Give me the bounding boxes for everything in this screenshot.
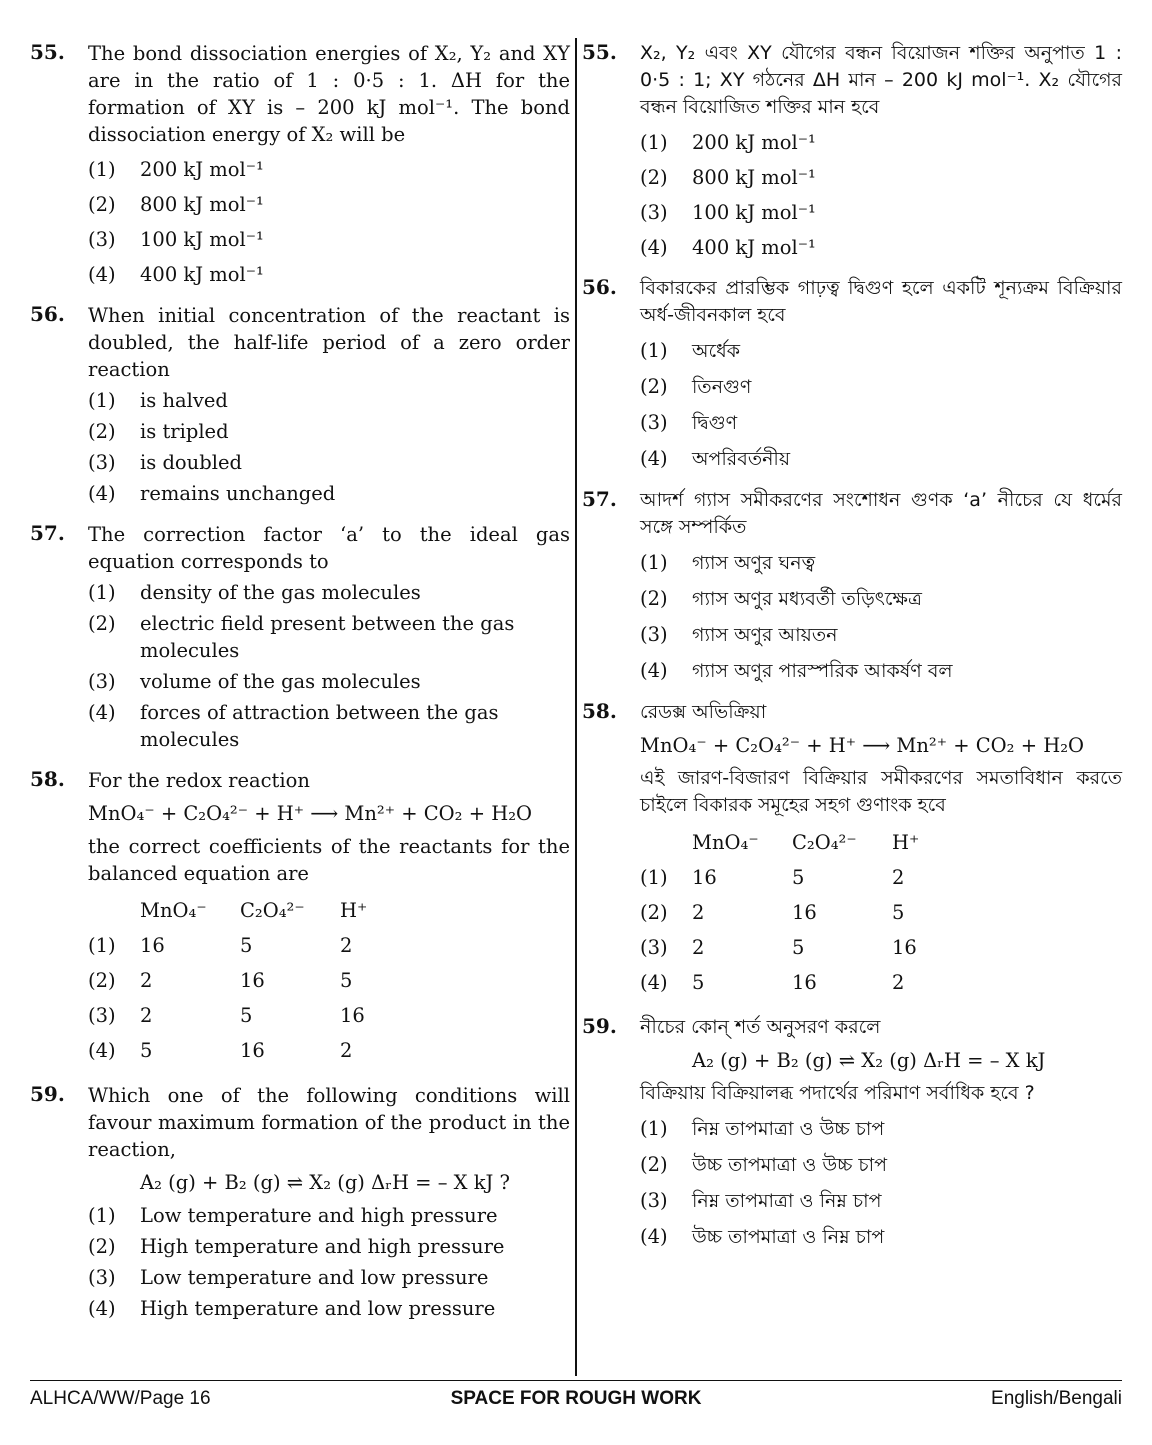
question-56 bbox=[30, 302, 570, 507]
equilibrium-equation: A₂ (g) + B₂ (g) ⇌ X₂ (g) ΔᵣH = – X kJ bbox=[692, 1049, 1046, 1072]
question-number: 59. bbox=[30, 1082, 65, 1106]
option: (3) Low temperature and low pressure bbox=[88, 1266, 489, 1289]
question-58 bbox=[30, 767, 570, 1068]
footer-rule bbox=[30, 1380, 1122, 1381]
question-number: 57. bbox=[582, 487, 617, 511]
table-row: (3) 2 5 16 bbox=[640, 936, 917, 959]
option: (1) 200 kJ mol⁻¹ bbox=[88, 158, 264, 181]
option: (3) volume of the gas molecules bbox=[88, 670, 421, 693]
option: (2) উচ্চ তাপমাত্রা ও উচ্চ চাপ bbox=[640, 1153, 888, 1176]
option: (4) High temperature and low pressure bbox=[88, 1297, 496, 1320]
option: (1) অর্ধেক bbox=[640, 339, 741, 362]
option: (4) forces of attraction between the gas molecules bbox=[88, 701, 499, 751]
option: (4) গ্যাস অণুর পারস্পরিক আকর্ষণ বল bbox=[640, 659, 953, 682]
table-header: MnO₄⁻ C₂O₄²⁻ H⁺ bbox=[692, 831, 920, 854]
question-57 bbox=[582, 487, 1122, 685]
option: (2) is tripled bbox=[88, 420, 229, 443]
rough-work-label: SPACE FOR ROUGH WORK bbox=[450, 1388, 702, 1409]
question-59 bbox=[30, 1082, 570, 1322]
question-text: The bond dissociation energies of X₂, Y₂ and XY are in the ratio of 1 : 0·5 : 1. ΔH for the formation of XY is – 200 kJ mol⁻¹. The bond dissociation energy of X₂ will be bbox=[88, 42, 570, 146]
question-58 bbox=[582, 699, 1122, 1000]
question-text: রেডক্স অভিক্রিয়া bbox=[640, 701, 767, 723]
question-number: 58. bbox=[582, 699, 617, 723]
option: (3) নিম্ন তাপমাত্রা ও নিম্ন চাপ bbox=[640, 1189, 882, 1212]
table-row: (3) 2 5 16 bbox=[88, 1004, 365, 1027]
question-text: আদর্শ গ্যাস সমীকরণের সংশোধন গুণক ‘a’ নীচের যে ধর্মের সঙ্গে সম্পর্কিত bbox=[640, 489, 1122, 538]
option: (2) তিনগুণ bbox=[640, 375, 752, 398]
option: (3) 100 kJ mol⁻¹ bbox=[88, 228, 264, 251]
question-number: 58. bbox=[30, 767, 65, 791]
option: (2) electric field present between the gas molecules bbox=[88, 612, 515, 662]
question-56 bbox=[582, 275, 1122, 473]
redox-equation: MnO₄⁻ + C₂O₄²⁻ + H⁺ ⟶ Mn²⁺ + CO₂ + H₂O bbox=[88, 802, 533, 825]
question-text-2: the correct coefficients of the reactants for the balanced equation are bbox=[88, 835, 570, 885]
question-number: 57. bbox=[30, 521, 65, 545]
question-number: 55. bbox=[582, 40, 617, 64]
question-55 bbox=[30, 40, 570, 288]
question-text-2: এই জারণ-বিজারণ বিক্রিয়ার সমীকরণের সমতাবিধান করতে চাইলে বিকারক সমূহের সহগ গুণাংক হবে bbox=[640, 767, 1122, 816]
question-number: 55. bbox=[30, 40, 65, 64]
bengali-column bbox=[582, 40, 1122, 1265]
language-label: English/Bengali bbox=[991, 1388, 1122, 1409]
question-text: The correction factor ‘a’ to the ideal gas equation corresponds to bbox=[88, 523, 570, 573]
option: (2) 800 kJ mol⁻¹ bbox=[640, 166, 816, 189]
question-number: 56. bbox=[30, 302, 65, 326]
option: (3) গ্যাস অণুর আয়তন bbox=[640, 623, 838, 646]
coefficient-table bbox=[640, 825, 1122, 1000]
option: (4) 400 kJ mol⁻¹ bbox=[88, 263, 264, 286]
table-row: (2) 2 16 5 bbox=[88, 969, 353, 992]
option: (1) density of the gas molecules bbox=[88, 581, 421, 604]
question-text: X₂, Y₂ এবং XY যৌগের বন্ধন বিয়োজন শক্তির অনুপাত 1 : 0·5 : 1; XY গঠনের ΔH মান – 200 kJ mol⁻¹. X₂ যৌগের বন্ধন বিয়োজিত শক্তির মান হবে bbox=[640, 42, 1122, 118]
option: (3) দ্বিগুণ bbox=[640, 411, 738, 434]
table-row: (1) 16 5 2 bbox=[640, 866, 905, 889]
option: (1) is halved bbox=[88, 389, 228, 412]
option: (1) Low temperature and high pressure bbox=[88, 1204, 498, 1227]
option: (3) is doubled bbox=[88, 451, 242, 474]
option: (3) 100 kJ mol⁻¹ bbox=[640, 201, 816, 224]
coefficient-table bbox=[88, 893, 570, 1068]
table-row: (4) 5 16 2 bbox=[88, 1039, 353, 1062]
redox-equation: MnO₄⁻ + C₂O₄²⁻ + H⁺ ⟶ Mn²⁺ + CO₂ + H₂O bbox=[640, 734, 1085, 757]
option: (2) 800 kJ mol⁻¹ bbox=[88, 193, 264, 216]
question-number: 59. bbox=[582, 1014, 617, 1038]
page-code: ALHCA/WW/Page 16 bbox=[30, 1388, 211, 1409]
option: (2) High temperature and high pressure bbox=[88, 1235, 505, 1258]
question-text-2: বিক্রিয়ায় বিক্রিয়ালব্ধ পদার্থের পরিমাণ সর্বাধিক হবে ? bbox=[640, 1082, 1035, 1104]
option: (1) নিম্ন তাপমাত্রা ও উচ্চ চাপ bbox=[640, 1117, 885, 1140]
question-text: For the redox reaction bbox=[88, 769, 310, 792]
table-row: (2) 2 16 5 bbox=[640, 901, 905, 924]
option: (1) 200 kJ mol⁻¹ bbox=[640, 131, 816, 154]
table-header: MnO₄⁻ C₂O₄²⁻ H⁺ bbox=[140, 899, 368, 922]
option: (4) 400 kJ mol⁻¹ bbox=[640, 236, 816, 259]
english-column bbox=[30, 40, 570, 1336]
question-55 bbox=[582, 40, 1122, 261]
equilibrium-equation: A₂ (g) + B₂ (g) ⇌ X₂ (g) ΔᵣH = – X kJ ? bbox=[140, 1171, 511, 1194]
column-divider bbox=[575, 38, 577, 1376]
question-57 bbox=[30, 521, 570, 753]
option: (2) গ্যাস অণুর মধ্যবর্তী তড়িৎক্ষেত্র bbox=[640, 587, 922, 610]
question-text: বিকারকের প্রারম্ভিক গাঢ়ত্ব দ্বিগুণ হলে একটি শূন্যক্রম বিক্রিয়ার অর্ধ-জীবনকাল হবে bbox=[640, 277, 1122, 326]
table-row: (1) 16 5 2 bbox=[88, 934, 353, 957]
question-number: 56. bbox=[582, 275, 617, 299]
table-row: (4) 5 16 2 bbox=[640, 971, 905, 994]
question-text: নীচের কোন্ শর্ত অনুসরণ করলে bbox=[640, 1016, 881, 1038]
option: (4) উচ্চ তাপমাত্রা ও নিম্ন চাপ bbox=[640, 1225, 885, 1248]
option: (1) গ্যাস অণুর ঘনত্ব bbox=[640, 551, 816, 574]
option: (4) অপরিবর্তনীয় bbox=[640, 447, 791, 470]
question-text: When initial concentration of the reactant is doubled, the half-life period of a zero order reaction bbox=[88, 304, 570, 381]
option: (4) remains unchanged bbox=[88, 482, 336, 505]
question-59 bbox=[582, 1014, 1122, 1251]
question-text: Which one of the following conditions will favour maximum formation of the product in the reaction, bbox=[88, 1084, 570, 1161]
